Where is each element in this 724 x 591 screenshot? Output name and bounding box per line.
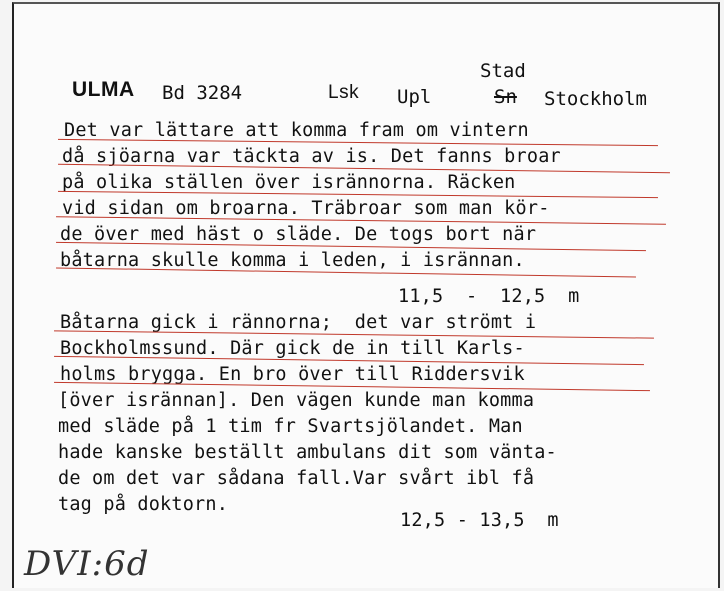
- text-line: tag på doktorn.: [58, 494, 229, 515]
- measurement: 11,5 - 12,5 m: [398, 286, 580, 307]
- category-code: Lsk: [328, 82, 360, 103]
- text-line: på olika ställen över isrännorna. Räcken: [62, 172, 516, 193]
- text-line: Det var lättare att komma fram om vintern: [64, 120, 529, 141]
- text-line: båtarna skulle komma i leden, i isrännan.: [60, 250, 525, 271]
- informant-name: ULMA: [72, 78, 135, 101]
- province-code: Upl: [397, 86, 432, 108]
- text-line: de över med häst o släde. De togs bort när: [60, 224, 537, 245]
- stad-label: Stad: [480, 60, 526, 82]
- text-line: Bockholmssund. Där gick de in till Karls-: [60, 338, 525, 359]
- text-line: då sjöarna var täckta av is. Det fanns broar: [62, 146, 561, 167]
- measurement: 12,5 - 13,5 m: [400, 510, 559, 531]
- text-line: holms brygga. En bro över till Riddersvik: [60, 364, 525, 385]
- text-line: [över isrännan]. Den vägen kunde man komma: [58, 390, 535, 411]
- handwritten-reference: DVI:6d: [24, 544, 150, 584]
- text-line: de om det var sådana fall.Var svårt ibl få: [58, 468, 535, 489]
- text-line: vid sidan om broarna. Träbroar som man kör-: [62, 198, 550, 219]
- text-line: hade kanske beställt ambulans dit som vänta-: [58, 442, 557, 463]
- struck-parish: Sn: [494, 86, 517, 108]
- city-name: Stockholm: [544, 88, 647, 110]
- text-line: Båtarna gick i rännorna; det var strömt i: [60, 312, 537, 333]
- text-line: med släde på 1 tim fr Svartsjölandet. Man: [58, 416, 523, 437]
- record-reference: Bd 3284: [162, 82, 243, 104]
